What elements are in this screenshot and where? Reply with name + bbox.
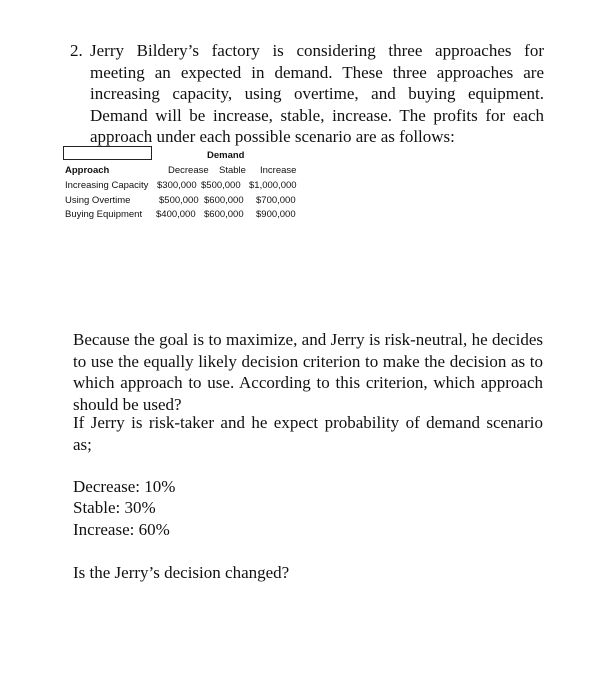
table-row-header: Approach [65,165,110,176]
probability-increase: Increase: 60% [73,520,170,539]
equally-likely-paragraph: Because the goal is to maximize, and Jerry is risk-neutral, he decides to use the equally likely decision criterion to make the decision as to which approach to use. According to this criterion, which approach should be used? [73,330,543,414]
table-cell: $400,000 [156,209,196,220]
table-col-header-decrease: Decrease [168,165,209,176]
table-col-header-increase: Increase [260,165,297,176]
table-cell: $700,000 [256,195,296,206]
table-cell: $600,000 [204,209,244,220]
risk-taker-paragraph: If Jerry is risk-taker and he expect probability of demand scenario as; [73,413,543,454]
question-intro-text: Jerry Bildery’s factory is considering three approaches for meeting an expected in demand. These three approaches are increasing capacity, using overtime, and buying equipment. Demand will be increase, stable, increase. The profits for each approach under each possible scenario are as follows: [90,41,544,146]
table-empty-cell [63,146,152,160]
table-cell: $500,000 [201,180,241,191]
table-cell: $900,000 [256,209,296,220]
table-row-approach: Using Overtime [65,195,131,206]
table-cell: $600,000 [204,195,244,206]
table-cell: $1,000,000 [249,180,297,191]
probability-decrease: Decrease: 10% [73,477,176,496]
final-question: Is the Jerry’s decision changed? [73,563,290,582]
table-col-header-stable: Stable [219,165,246,176]
table-cell: $500,000 [159,195,199,206]
probability-stable: Stable: 30% [73,498,156,517]
table-group-header: Demand [207,150,245,161]
profit-table [0,0,614,230]
table-row-approach: Buying Equipment [65,209,143,220]
table-cell: $300,000 [157,180,197,191]
question-number: 2. [70,41,83,60]
table-row-approach: Increasing Capacity [65,180,149,191]
